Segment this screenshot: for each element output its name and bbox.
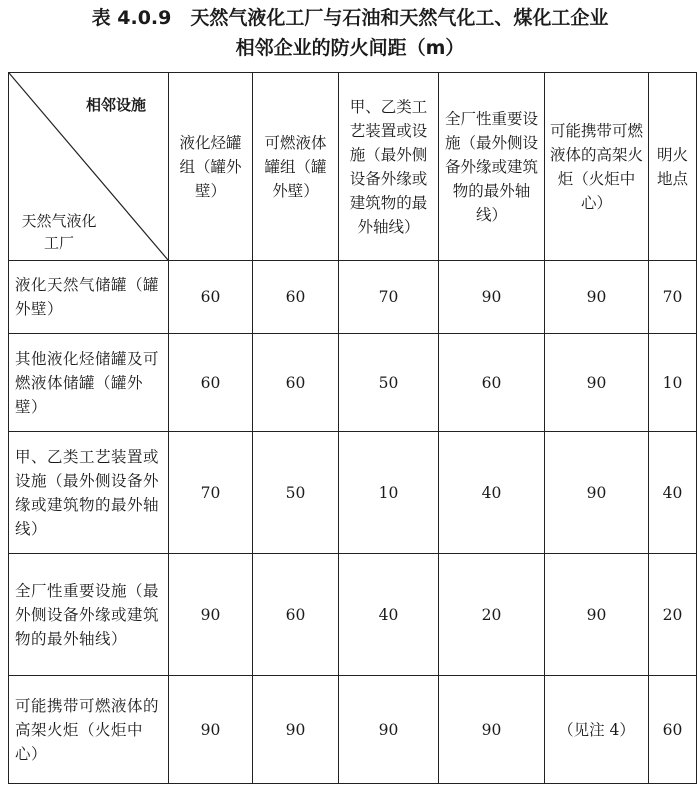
table-cell: 90 <box>169 676 253 784</box>
row-header: 全厂性重要设施（最外侧设备外缘或建筑物的最外轴线） <box>9 554 169 676</box>
table-cell: 60 <box>169 261 253 334</box>
row-header: 其他液化烃储罐及可燃液体储罐（罐外壁） <box>9 334 169 432</box>
table-row <box>9 554 697 676</box>
table-cell: 20 <box>649 554 697 676</box>
table-cell: 40 <box>439 432 545 554</box>
table-row <box>9 676 697 784</box>
table-cell: 20 <box>439 554 545 676</box>
table-cell: 60 <box>169 334 253 432</box>
table-cell: 70 <box>649 261 697 334</box>
table-cell: 10 <box>339 432 439 554</box>
row-header: 可能携带可燃液体的高架火炬（火炬中心） <box>9 676 169 784</box>
table-row <box>9 432 697 554</box>
table-cell: 90 <box>545 334 649 432</box>
table-cell: 40 <box>339 554 439 676</box>
header-row <box>9 73 697 261</box>
column-header: 可燃液体罐组（罐外壁） <box>253 73 339 261</box>
table-cell: 90 <box>545 554 649 676</box>
column-header: 甲、乙类工艺装置或设施（最外侧设备外缘或建筑物的最外轴线） <box>339 73 439 261</box>
table-cell: 60 <box>439 334 545 432</box>
table-cell: 60 <box>253 334 339 432</box>
column-header: 可能携带可燃液体的高架火炬（火炬中心） <box>545 73 649 261</box>
corner-bottom-label: 天然气液化工厂 <box>21 212 97 252</box>
table-cell: 90 <box>439 676 545 784</box>
column-header: 全厂性重要设施（最外侧设备外缘或建筑物的最外轴线） <box>439 73 545 261</box>
table-cell: 60 <box>649 676 697 784</box>
row-header: 液化天然气储罐（罐外壁） <box>9 261 169 334</box>
row-header: 甲、乙类工艺装置或设施（最外侧设备外缘或建筑物的最外轴线） <box>9 432 169 554</box>
corner-top-label: 相邻设施 <box>85 96 146 114</box>
table-cell: 70 <box>169 432 253 554</box>
table-row <box>9 261 697 334</box>
table-cell: 10 <box>649 334 697 432</box>
column-header: 明火地点 <box>649 73 697 261</box>
table-cell: 90 <box>545 261 649 334</box>
table-cell: 90 <box>253 676 339 784</box>
table-cell: 90 <box>169 554 253 676</box>
table-row <box>9 334 697 432</box>
corner-cell <box>9 73 169 261</box>
table-cell: 40 <box>649 432 697 554</box>
table-cell: 60 <box>253 554 339 676</box>
table-cell: 50 <box>253 432 339 554</box>
column-header: 液化烃罐组（罐外壁） <box>169 73 253 261</box>
fire-distance-table <box>8 72 697 784</box>
table-cell: 70 <box>339 261 439 334</box>
table-cell: （见注 4） <box>545 676 649 784</box>
table-cell: 90 <box>339 676 439 784</box>
table-cell: 60 <box>253 261 339 334</box>
table-cell: 90 <box>439 261 545 334</box>
table-cell: 90 <box>545 432 649 554</box>
table-title-line2: 相邻企业的防火间距（m） <box>235 37 465 59</box>
table-cell: 50 <box>339 334 439 432</box>
table-title-line1: 表 4.0.9 天然气液化工厂与石油和天然气化工、煤化工企业 <box>91 7 609 29</box>
